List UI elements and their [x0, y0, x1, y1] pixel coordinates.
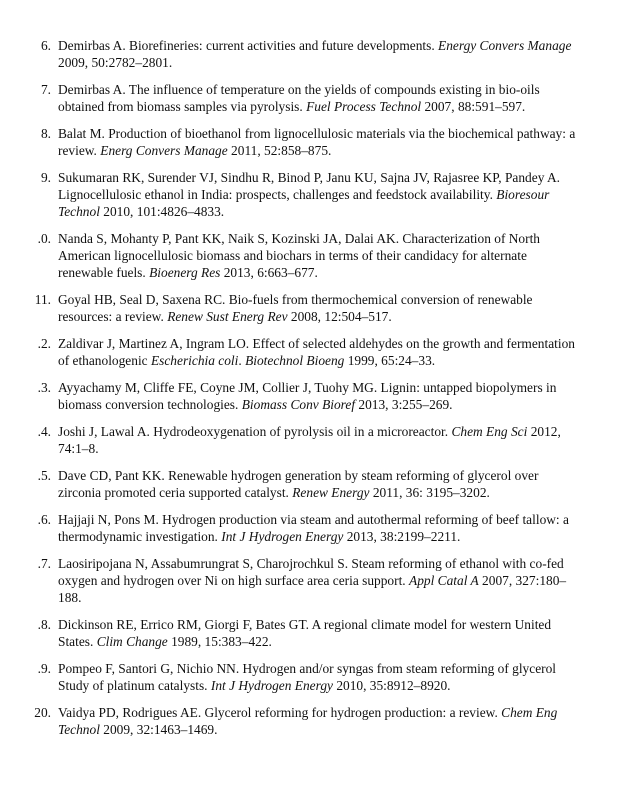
- reference-citation: 2009, 32:1463–1469.: [99, 722, 218, 737]
- reference-separator: .: [238, 353, 246, 368]
- reference-item: [0, 704, 617, 738]
- reference-journal: Biomass Conv Bioref: [241, 397, 356, 412]
- reference-citation: 2012, 74:1–8.: [58, 424, 561, 456]
- reference-text: Nanda S, Mohanty P, Pant KK, Naik S, Kozinski JA, Dalai AK. Characterization of North American lignocellulosic biomass and biochars in terms of their candidacy for alternate renewable fuels.: [58, 231, 540, 280]
- reference-citation: 1989, 15:383–422.: [167, 634, 272, 649]
- reference-item: [0, 511, 617, 545]
- reference-text: Laosiripojana N, Assabumrungrat S, Charojrochkul S. Steam reforming of ethanol with co-fed oxygen and hydrogen over Ni on high surface area ceria support.: [58, 556, 564, 588]
- reference-text: Goyal HB, Seal D, Saxena RC. Bio-fuels from thermochemical conversion of renewable resources: a review.: [58, 292, 533, 324]
- reference-text: Zaldivar J, Martinez A, Ingram LO. Effect of selected aldehydes on the growth and fermentation of ethanologenic: [58, 336, 575, 368]
- reference-journal: Int J Hydrogen Energy: [210, 678, 333, 693]
- reference-list: [0, 37, 617, 748]
- reference-number: 6.: [40, 38, 51, 53]
- reference-citation: 2008, 12:504–517.: [287, 309, 392, 324]
- reference-journal: Energ Convers Manage: [100, 143, 228, 158]
- reference-number: .8.: [37, 617, 51, 632]
- reference-journal: Bioresour Technol: [58, 187, 550, 219]
- reference-item: [0, 335, 617, 369]
- reference-citation: 1999, 65:24–33.: [344, 353, 436, 368]
- reference-journal: Fuel Process Technol: [306, 99, 422, 114]
- reference-journal: Renew Energy: [292, 485, 370, 500]
- reference-text: Joshi J, Lawal A. Hydrodeoxygenation of pyrolysis oil in a microreactor.: [58, 424, 452, 439]
- reference-number: .3.: [37, 380, 51, 395]
- reference-item: [0, 81, 617, 115]
- reference-item: [0, 169, 617, 220]
- reference-journal: Appl Catal A: [409, 573, 479, 588]
- reference-journal: Biotechnol Bioeng: [245, 353, 345, 368]
- reference-journal: Renew Sust Energ Rev: [167, 309, 288, 324]
- reference-number: .4.: [37, 424, 51, 439]
- reference-item: [0, 291, 617, 325]
- reference-citation: 2007, 327:180–188.: [58, 573, 567, 605]
- reference-text: Hajjaji N, Pons M. Hydrogen production via steam and autothermal reforming of beef tallow: a thermodynamic investigation.: [58, 512, 569, 544]
- reference-text: Dickinson RE, Errico RM, Giorgi F, Bates GT. A regional climate model for western United States.: [58, 617, 552, 649]
- reference-item: [0, 125, 617, 159]
- reference-item: [0, 379, 617, 413]
- reference-text: Dave CD, Pant KK. Renewable hydrogen generation by steam reforming of glycerol over zirconia promoted ceria supported catalyst.: [58, 468, 539, 500]
- reference-text: Demirbas A. Biorefineries: current activities and future developments.: [58, 38, 439, 53]
- reference-citation: 2007, 88:591–597.: [421, 99, 526, 114]
- reference-item: [0, 660, 617, 694]
- reference-number: 9.: [40, 170, 51, 185]
- reference-journal: Clim Change: [96, 634, 168, 649]
- reference-citation: 2011, 36: 3195–3202.: [369, 485, 490, 500]
- reference-text: Balat M. Production of bioethanol from lignocellulosic materials via the biochemical pathway: a review.: [58, 126, 576, 158]
- reference-citation: 2009, 50:2782–2801.: [58, 55, 173, 70]
- reference-citation: 2010, 35:8912–8920.: [332, 678, 451, 693]
- reference-journal: Int J Hydrogen Energy: [221, 529, 344, 544]
- reference-number: .6.: [37, 512, 51, 527]
- reference-item: [0, 467, 617, 501]
- reference-number: .2.: [37, 336, 51, 351]
- reference-journal: Chem Eng Technol: [58, 705, 558, 737]
- reference-journal: Chem Eng Sci: [451, 424, 528, 439]
- reference-journal: Energy Convers Manage: [438, 38, 572, 53]
- reference-item: [0, 37, 617, 71]
- reference-text: Sukumaran RK, Surender VJ, Sindhu R, Binod P, Janu KU, Sajna JV, Rajasree KP, Pandey A. Lignocellulosic ethanol in India: prospects, challenges and feedstock availability.: [58, 170, 561, 202]
- reference-number: 20.: [34, 705, 51, 720]
- reference-citation: 2013, 6:663–677.: [220, 265, 318, 280]
- reference-number: 11.: [34, 292, 51, 307]
- reference-citation: 2013, 3:255–269.: [355, 397, 453, 412]
- reference-number: .0.: [37, 231, 51, 246]
- reference-text: Pompeo F, Santori G, Nichio NN. Hydrogen and/or syngas from steam reforming of glycerol Study of platinum catalysts.: [58, 661, 557, 693]
- reference-number: 8.: [40, 126, 51, 141]
- reference-organism: Escherichia coli: [150, 353, 239, 368]
- reference-number: .5.: [37, 468, 51, 483]
- reference-citation: 2011, 52:858–875.: [227, 143, 332, 158]
- reference-text: Demirbas A. The influence of temperature on the yields of compounds existing in bio-oils obtained from biomass samples via pyrolysis.: [58, 82, 540, 114]
- reference-number: .9.: [37, 661, 51, 676]
- reference-number: 7.: [40, 82, 51, 97]
- reference-citation: 2013, 38:2199–2211.: [343, 529, 461, 544]
- reference-citation: 2010, 101:4826–4833.: [99, 204, 225, 219]
- reference-text: Vaidya PD, Rodrigues AE. Glycerol reforming for hydrogen production: a review.: [58, 705, 502, 720]
- reference-number: .7.: [37, 556, 51, 571]
- reference-item: [0, 423, 617, 457]
- reference-item: [0, 555, 617, 606]
- reference-journal: Bioenerg Res: [149, 265, 221, 280]
- reference-item: [0, 230, 617, 281]
- reference-text: Ayyachamy M, Cliffe FE, Coyne JM, Collier J, Tuohy MG. Lignin: untapped biopolymers in biomass conversion technologies.: [58, 380, 557, 412]
- reference-item: [0, 616, 617, 650]
